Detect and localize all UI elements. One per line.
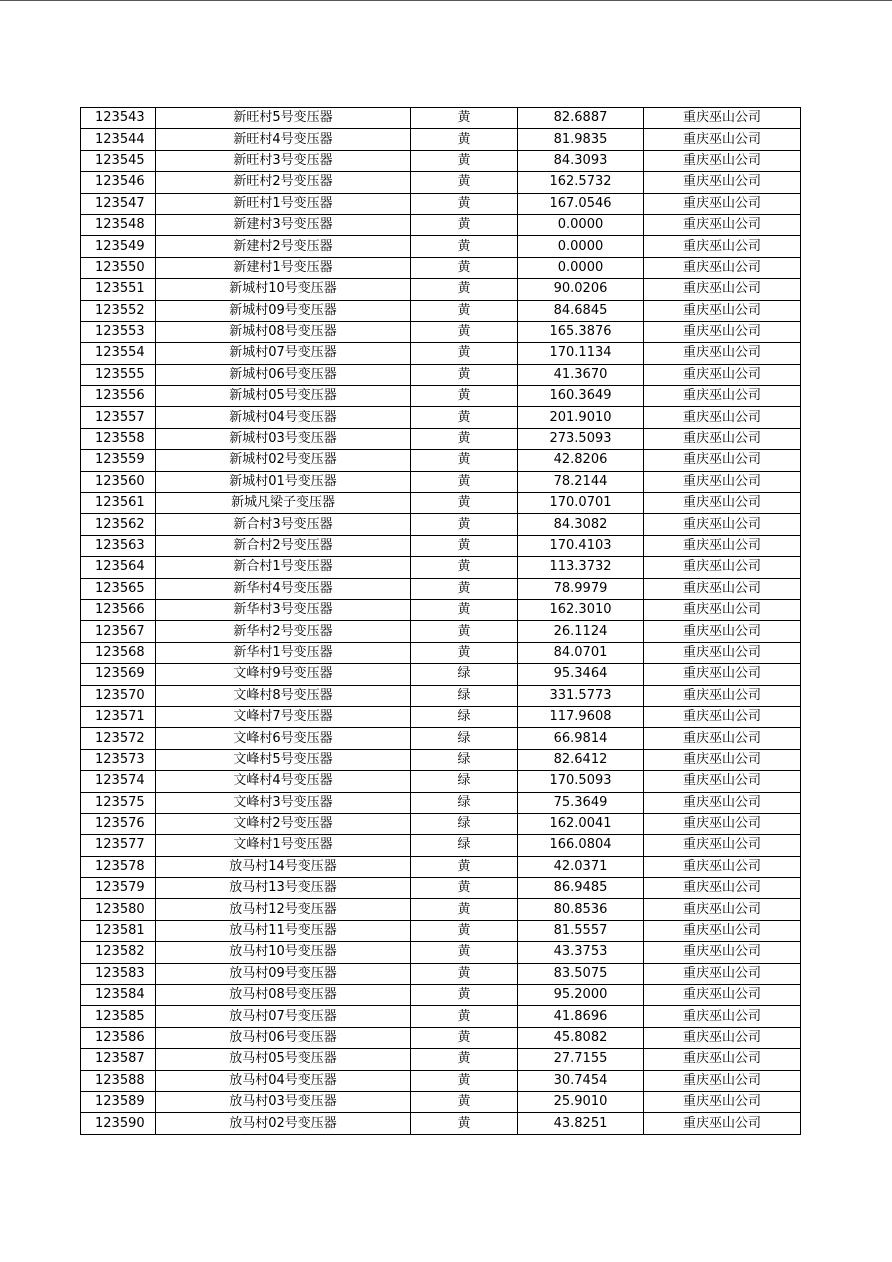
- cell-value: 331.5773: [518, 685, 644, 706]
- cell-status: 黄: [411, 1027, 518, 1048]
- cell-status: 黄: [411, 471, 518, 492]
- cell-transformer-name: 新城村09号变压器: [156, 300, 411, 321]
- table-row: [81, 407, 801, 428]
- cell-transformer-name: 文峰村8号变压器: [156, 685, 411, 706]
- cell-status: 黄: [411, 1006, 518, 1027]
- cell-status: 黄: [411, 129, 518, 150]
- cell-id: 123569: [81, 664, 156, 685]
- cell-id: 123544: [81, 129, 156, 150]
- cell-transformer-name: 新旺村3号变压器: [156, 150, 411, 171]
- cell-status: 黄: [411, 407, 518, 428]
- table-row: [81, 193, 801, 214]
- cell-id: 123574: [81, 771, 156, 792]
- cell-value: 82.6887: [518, 108, 644, 129]
- cell-status: 绿: [411, 706, 518, 727]
- cell-id: 123551: [81, 279, 156, 300]
- cell-id: 123586: [81, 1027, 156, 1048]
- cell-id: 123587: [81, 1049, 156, 1070]
- cell-status: 绿: [411, 664, 518, 685]
- cell-transformer-name: 放马村14号变压器: [156, 856, 411, 877]
- cell-status: 黄: [411, 920, 518, 941]
- cell-id: 123576: [81, 813, 156, 834]
- cell-value: 162.0041: [518, 813, 644, 834]
- cell-company: 重庆巫山公司: [644, 706, 801, 727]
- cell-status: 黄: [411, 1113, 518, 1134]
- cell-status: 黄: [411, 386, 518, 407]
- cell-value: 80.8536: [518, 899, 644, 920]
- cell-company: 重庆巫山公司: [644, 493, 801, 514]
- table-row: [81, 599, 801, 620]
- cell-status: 黄: [411, 599, 518, 620]
- transformer-table: [80, 107, 801, 1135]
- cell-value: 90.0206: [518, 279, 644, 300]
- cell-status: 黄: [411, 257, 518, 278]
- cell-transformer-name: 新旺村5号变压器: [156, 108, 411, 129]
- cell-company: 重庆巫山公司: [644, 279, 801, 300]
- cell-value: 0.0000: [518, 257, 644, 278]
- cell-transformer-name: 放马村02号变压器: [156, 1113, 411, 1134]
- cell-transformer-name: 新城村08号变压器: [156, 321, 411, 342]
- table-row: [81, 1091, 801, 1112]
- cell-company: 重庆巫山公司: [644, 578, 801, 599]
- cell-id: 123589: [81, 1091, 156, 1112]
- cell-transformer-name: 放马村05号变压器: [156, 1049, 411, 1070]
- cell-value: 84.0701: [518, 642, 644, 663]
- cell-value: 45.8082: [518, 1027, 644, 1048]
- table-row: [81, 728, 801, 749]
- cell-company: 重庆巫山公司: [644, 236, 801, 257]
- cell-value: 42.8206: [518, 450, 644, 471]
- table-row: [81, 1027, 801, 1048]
- cell-transformer-name: 文峰村9号变压器: [156, 664, 411, 685]
- table-row: [81, 428, 801, 449]
- cell-id: 123559: [81, 450, 156, 471]
- cell-transformer-name: 新建村1号变压器: [156, 257, 411, 278]
- cell-status: 黄: [411, 214, 518, 235]
- cell-value: 75.3649: [518, 792, 644, 813]
- cell-value: 84.3093: [518, 150, 644, 171]
- cell-id: 123571: [81, 706, 156, 727]
- cell-transformer-name: 放马村07号变压器: [156, 1006, 411, 1027]
- cell-id: 123550: [81, 257, 156, 278]
- cell-company: 重庆巫山公司: [644, 1113, 801, 1134]
- cell-value: 160.3649: [518, 386, 644, 407]
- table-row: [81, 792, 801, 813]
- cell-id: 123583: [81, 963, 156, 984]
- table-row: [81, 535, 801, 556]
- cell-transformer-name: 文峰村5号变压器: [156, 749, 411, 770]
- table-row: [81, 771, 801, 792]
- cell-status: 黄: [411, 578, 518, 599]
- cell-company: 重庆巫山公司: [644, 599, 801, 620]
- cell-company: 重庆巫山公司: [644, 1027, 801, 1048]
- table-row: [81, 664, 801, 685]
- table-row: [81, 150, 801, 171]
- cell-transformer-name: 新华村1号变压器: [156, 642, 411, 663]
- cell-value: 30.7454: [518, 1070, 644, 1091]
- cell-id: 123552: [81, 300, 156, 321]
- cell-value: 170.4103: [518, 535, 644, 556]
- cell-company: 重庆巫山公司: [644, 321, 801, 342]
- cell-company: 重庆巫山公司: [644, 471, 801, 492]
- cell-company: 重庆巫山公司: [644, 1049, 801, 1070]
- cell-status: 黄: [411, 899, 518, 920]
- table-row: [81, 985, 801, 1006]
- cell-status: 黄: [411, 942, 518, 963]
- cell-transformer-name: 放马村10号变压器: [156, 942, 411, 963]
- cell-transformer-name: 放马村04号变压器: [156, 1070, 411, 1091]
- cell-value: 84.3082: [518, 514, 644, 535]
- cell-value: 83.5075: [518, 963, 644, 984]
- table-row: [81, 1070, 801, 1091]
- table-row: [81, 813, 801, 834]
- cell-id: 123557: [81, 407, 156, 428]
- cell-value: 84.6845: [518, 300, 644, 321]
- cell-value: 0.0000: [518, 236, 644, 257]
- table-row: [81, 236, 801, 257]
- cell-status: 绿: [411, 813, 518, 834]
- cell-company: 重庆巫山公司: [644, 963, 801, 984]
- table-row: [81, 706, 801, 727]
- cell-value: 165.3876: [518, 321, 644, 342]
- table-row: [81, 129, 801, 150]
- cell-transformer-name: 新合村2号变压器: [156, 535, 411, 556]
- table-row: [81, 343, 801, 364]
- cell-transformer-name: 文峰村1号变压器: [156, 835, 411, 856]
- cell-company: 重庆巫山公司: [644, 771, 801, 792]
- cell-id: 123554: [81, 343, 156, 364]
- cell-value: 43.8251: [518, 1113, 644, 1134]
- cell-transformer-name: 文峰村2号变压器: [156, 813, 411, 834]
- table-row: [81, 578, 801, 599]
- cell-value: 27.7155: [518, 1049, 644, 1070]
- cell-id: 123560: [81, 471, 156, 492]
- cell-company: 重庆巫山公司: [644, 749, 801, 770]
- cell-status: 黄: [411, 300, 518, 321]
- cell-status: 黄: [411, 321, 518, 342]
- page-top-border: [0, 0, 892, 1]
- cell-id: 123590: [81, 1113, 156, 1134]
- cell-company: 重庆巫山公司: [644, 899, 801, 920]
- table-row: [81, 514, 801, 535]
- cell-id: 123572: [81, 728, 156, 749]
- cell-id: 123575: [81, 792, 156, 813]
- cell-status: 黄: [411, 108, 518, 129]
- cell-id: 123565: [81, 578, 156, 599]
- cell-id: 123556: [81, 386, 156, 407]
- table-row: [81, 749, 801, 770]
- cell-status: 黄: [411, 193, 518, 214]
- cell-company: 重庆巫山公司: [644, 664, 801, 685]
- cell-company: 重庆巫山公司: [644, 728, 801, 749]
- cell-company: 重庆巫山公司: [644, 343, 801, 364]
- table-row: [81, 364, 801, 385]
- cell-value: 162.5732: [518, 172, 644, 193]
- cell-transformer-name: 放马村03号变压器: [156, 1091, 411, 1112]
- cell-transformer-name: 新建村2号变压器: [156, 236, 411, 257]
- cell-id: 123582: [81, 942, 156, 963]
- cell-status: 黄: [411, 343, 518, 364]
- cell-value: 201.9010: [518, 407, 644, 428]
- cell-id: 123588: [81, 1070, 156, 1091]
- cell-company: 重庆巫山公司: [644, 450, 801, 471]
- cell-status: 黄: [411, 236, 518, 257]
- cell-id: 123568: [81, 642, 156, 663]
- cell-value: 166.0804: [518, 835, 644, 856]
- cell-company: 重庆巫山公司: [644, 1006, 801, 1027]
- cell-transformer-name: 新城村07号变压器: [156, 343, 411, 364]
- cell-id: 123563: [81, 535, 156, 556]
- cell-transformer-name: 新合村1号变压器: [156, 557, 411, 578]
- cell-status: 黄: [411, 364, 518, 385]
- cell-transformer-name: 新合村3号变压器: [156, 514, 411, 535]
- cell-status: 黄: [411, 1070, 518, 1091]
- cell-status: 绿: [411, 728, 518, 749]
- table-row: [81, 214, 801, 235]
- cell-status: 黄: [411, 621, 518, 642]
- cell-transformer-name: 放马村11号变压器: [156, 920, 411, 941]
- cell-company: 重庆巫山公司: [644, 150, 801, 171]
- cell-company: 重庆巫山公司: [644, 878, 801, 899]
- table-row: [81, 878, 801, 899]
- cell-status: 绿: [411, 771, 518, 792]
- cell-status: 黄: [411, 963, 518, 984]
- cell-company: 重庆巫山公司: [644, 557, 801, 578]
- cell-transformer-name: 新华村2号变压器: [156, 621, 411, 642]
- cell-status: 黄: [411, 557, 518, 578]
- cell-status: 绿: [411, 792, 518, 813]
- cell-id: 123546: [81, 172, 156, 193]
- cell-id: 123584: [81, 985, 156, 1006]
- cell-company: 重庆巫山公司: [644, 920, 801, 941]
- cell-value: 167.0546: [518, 193, 644, 214]
- cell-transformer-name: 放马村06号变压器: [156, 1027, 411, 1048]
- cell-value: 41.8696: [518, 1006, 644, 1027]
- cell-id: 123573: [81, 749, 156, 770]
- table-row: [81, 1113, 801, 1134]
- cell-company: 重庆巫山公司: [644, 642, 801, 663]
- cell-transformer-name: 新城村03号变压器: [156, 428, 411, 449]
- cell-id: 123581: [81, 920, 156, 941]
- table-row: [81, 942, 801, 963]
- cell-transformer-name: 放马村12号变压器: [156, 899, 411, 920]
- cell-status: 黄: [411, 493, 518, 514]
- table-row: [81, 621, 801, 642]
- table-row: [81, 856, 801, 877]
- cell-value: 95.2000: [518, 985, 644, 1006]
- cell-value: 81.9835: [518, 129, 644, 150]
- table-row: [81, 899, 801, 920]
- cell-transformer-name: 新城村10号变压器: [156, 279, 411, 300]
- table-row: [81, 685, 801, 706]
- table-row: [81, 963, 801, 984]
- cell-id: 123562: [81, 514, 156, 535]
- cell-id: 123567: [81, 621, 156, 642]
- cell-transformer-name: 放马村08号变压器: [156, 985, 411, 1006]
- cell-company: 重庆巫山公司: [644, 428, 801, 449]
- cell-company: 重庆巫山公司: [644, 214, 801, 235]
- cell-value: 78.2144: [518, 471, 644, 492]
- cell-id: 123548: [81, 214, 156, 235]
- cell-company: 重庆巫山公司: [644, 407, 801, 428]
- cell-transformer-name: 新旺村1号变压器: [156, 193, 411, 214]
- cell-status: 黄: [411, 642, 518, 663]
- table-row: [81, 279, 801, 300]
- cell-company: 重庆巫山公司: [644, 386, 801, 407]
- cell-status: 黄: [411, 172, 518, 193]
- cell-id: 123564: [81, 557, 156, 578]
- table-row: [81, 557, 801, 578]
- cell-transformer-name: 放马村13号变压器: [156, 878, 411, 899]
- cell-company: 重庆巫山公司: [644, 1070, 801, 1091]
- cell-value: 117.9608: [518, 706, 644, 727]
- cell-value: 41.3670: [518, 364, 644, 385]
- cell-value: 95.3464: [518, 664, 644, 685]
- cell-id: 123547: [81, 193, 156, 214]
- cell-transformer-name: 文峰村7号变压器: [156, 706, 411, 727]
- cell-company: 重庆巫山公司: [644, 621, 801, 642]
- cell-id: 123577: [81, 835, 156, 856]
- cell-transformer-name: 文峰村3号变压器: [156, 792, 411, 813]
- cell-company: 重庆巫山公司: [644, 813, 801, 834]
- cell-value: 273.5093: [518, 428, 644, 449]
- cell-status: 黄: [411, 450, 518, 471]
- cell-value: 170.5093: [518, 771, 644, 792]
- cell-id: 123578: [81, 856, 156, 877]
- cell-value: 81.5557: [518, 920, 644, 941]
- cell-status: 绿: [411, 835, 518, 856]
- cell-id: 123543: [81, 108, 156, 129]
- cell-value: 66.9814: [518, 728, 644, 749]
- cell-status: 绿: [411, 685, 518, 706]
- cell-id: 123558: [81, 428, 156, 449]
- cell-value: 42.0371: [518, 856, 644, 877]
- cell-value: 162.3010: [518, 599, 644, 620]
- cell-id: 123561: [81, 493, 156, 514]
- cell-company: 重庆巫山公司: [644, 1091, 801, 1112]
- cell-value: 26.1124: [518, 621, 644, 642]
- cell-id: 123555: [81, 364, 156, 385]
- cell-transformer-name: 新城村06号变压器: [156, 364, 411, 385]
- cell-value: 170.0701: [518, 493, 644, 514]
- cell-status: 黄: [411, 1049, 518, 1070]
- cell-id: 123580: [81, 899, 156, 920]
- table-row: [81, 1049, 801, 1070]
- cell-id: 123545: [81, 150, 156, 171]
- cell-value: 113.3732: [518, 557, 644, 578]
- table-row: [81, 450, 801, 471]
- cell-transformer-name: 新城村02号变压器: [156, 450, 411, 471]
- table-row: [81, 300, 801, 321]
- cell-status: 黄: [411, 878, 518, 899]
- cell-status: 绿: [411, 749, 518, 770]
- cell-company: 重庆巫山公司: [644, 856, 801, 877]
- cell-value: 170.1134: [518, 343, 644, 364]
- cell-company: 重庆巫山公司: [644, 985, 801, 1006]
- table-row: [81, 172, 801, 193]
- cell-status: 黄: [411, 985, 518, 1006]
- cell-company: 重庆巫山公司: [644, 193, 801, 214]
- cell-transformer-name: 新旺村2号变压器: [156, 172, 411, 193]
- cell-company: 重庆巫山公司: [644, 300, 801, 321]
- table-row: [81, 835, 801, 856]
- cell-id: 123549: [81, 236, 156, 257]
- cell-value: 0.0000: [518, 214, 644, 235]
- cell-status: 黄: [411, 535, 518, 556]
- cell-company: 重庆巫山公司: [644, 129, 801, 150]
- table-row: [81, 108, 801, 129]
- cell-transformer-name: 文峰村4号变压器: [156, 771, 411, 792]
- table-row: [81, 321, 801, 342]
- cell-company: 重庆巫山公司: [644, 364, 801, 385]
- cell-company: 重庆巫山公司: [644, 514, 801, 535]
- cell-status: 黄: [411, 150, 518, 171]
- cell-status: 黄: [411, 514, 518, 535]
- cell-transformer-name: 放马村09号变压器: [156, 963, 411, 984]
- cell-transformer-name: 新城村01号变压器: [156, 471, 411, 492]
- cell-company: 重庆巫山公司: [644, 942, 801, 963]
- cell-value: 82.6412: [518, 749, 644, 770]
- table-body: [81, 108, 801, 1135]
- table-row: [81, 257, 801, 278]
- cell-status: 黄: [411, 856, 518, 877]
- cell-company: 重庆巫山公司: [644, 535, 801, 556]
- cell-company: 重庆巫山公司: [644, 835, 801, 856]
- cell-company: 重庆巫山公司: [644, 108, 801, 129]
- cell-transformer-name: 新城村05号变压器: [156, 386, 411, 407]
- table-row: [81, 1006, 801, 1027]
- cell-transformer-name: 新建村3号变压器: [156, 214, 411, 235]
- cell-transformer-name: 新旺村4号变压器: [156, 129, 411, 150]
- cell-status: 黄: [411, 428, 518, 449]
- cell-company: 重庆巫山公司: [644, 172, 801, 193]
- cell-transformer-name: 新华村4号变压器: [156, 578, 411, 599]
- table-row: [81, 471, 801, 492]
- cell-value: 25.9010: [518, 1091, 644, 1112]
- cell-id: 123579: [81, 878, 156, 899]
- cell-transformer-name: 新华村3号变压器: [156, 599, 411, 620]
- cell-value: 78.9979: [518, 578, 644, 599]
- cell-company: 重庆巫山公司: [644, 257, 801, 278]
- table-row: [81, 386, 801, 407]
- cell-id: 123585: [81, 1006, 156, 1027]
- cell-id: 123553: [81, 321, 156, 342]
- cell-transformer-name: 新城凡梁子变压器: [156, 493, 411, 514]
- cell-status: 黄: [411, 1091, 518, 1112]
- cell-transformer-name: 新城村04号变压器: [156, 407, 411, 428]
- cell-id: 123570: [81, 685, 156, 706]
- table-row: [81, 920, 801, 941]
- cell-status: 黄: [411, 279, 518, 300]
- table-row: [81, 493, 801, 514]
- cell-value: 86.9485: [518, 878, 644, 899]
- cell-company: 重庆巫山公司: [644, 792, 801, 813]
- cell-company: 重庆巫山公司: [644, 685, 801, 706]
- cell-transformer-name: 文峰村6号变压器: [156, 728, 411, 749]
- table-row: [81, 642, 801, 663]
- cell-value: 43.3753: [518, 942, 644, 963]
- cell-id: 123566: [81, 599, 156, 620]
